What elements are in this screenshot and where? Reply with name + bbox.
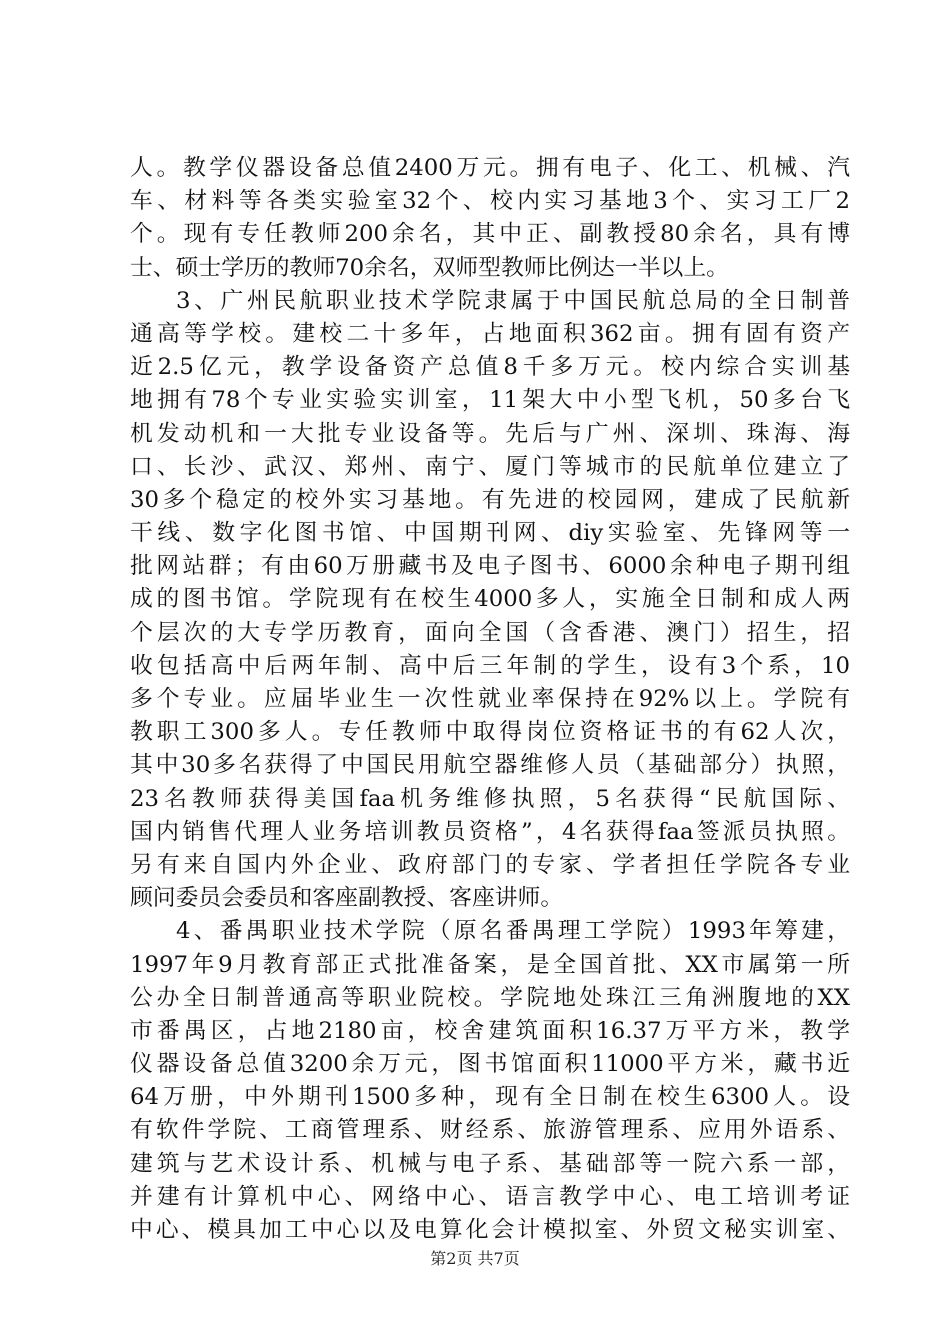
text-line: 市番禺区，占地2180亩，校舍建筑面积16.37万平方米，教学 [130,1017,850,1044]
text-line: 人。教学仪器设备总值2400万元。拥有电子、化工、机械、汽 [130,155,850,181]
page-number-footer: 第2页 共7页 [430,1249,520,1268]
text-line: 并建有计算机中心、网络中心、语言教学中心、电工培训考证 [130,1183,850,1210]
text-line: 成的图书馆。学院现有在校生4000多人，实施全日制和成人两 [130,586,850,613]
text-line: 中心、模具加工中心以及电算化会计模拟室、外贸文秘实训室、 [130,1217,850,1243]
text-line: 其中30多名获得了中国民用航空器维修人员（基础部分）执照， [130,752,850,779]
text-line: 有软件学院、工商管理系、财经系、旅游管理系、应用外语系、 [130,1117,850,1144]
text-line: 地拥有78个专业实验实训室，11架大中小型飞机，50多台飞 [130,387,850,414]
text-line: 干线、数字化图书馆、中国期刊网、diy实验室、先锋网等一 [130,520,850,547]
text-line: 23名教师获得美国faa机务维修执照，5名获得“民航国际、 [130,785,850,812]
text-line: 仪器设备总值3200余万元，图书馆面积11000平方米，藏书近 [130,1051,850,1078]
text-line: 30多个稳定的校外实习基地。有先进的校园网，建成了民航新 [130,486,850,513]
text-line: 64万册，中外期刊1500多种，现有全日制在校生6300人。设 [130,1084,850,1111]
text-line: 士、硕士学历的教师70余名，双师型教师比例达一半以上。 [130,254,729,281]
text-line: 教职工300多人。专任教师中取得岗位资格证书的有62人次， [130,719,850,746]
text-line: 多个专业。应届毕业生一次性就业率保持在92%以上。学院有 [130,686,850,712]
text-line: 建筑与艺术设计系、机械与电子系、基础部等一院六系一部， [130,1150,850,1177]
text-line: 近2.5亿元，教学设备资产总值8千多万元。校内综合实训基 [130,354,850,381]
text-line: 口、长沙、武汉、郑州、南宁、厦门等城市的民航单位建立了 [130,453,850,480]
text-line: 公办全日制普通高等职业院校。学院地处珠江三角洲腹地的XX [130,984,850,1011]
text-line: 机发动机和一大批专业设备等。先后与广州、深圳、珠海、海 [130,420,850,447]
text-line: 顾问委员会委员和客座副教授、客座讲师。 [130,885,564,912]
text-line: 4、番禺职业技术学院（原名番禺理工学院）1993年筹建， [176,918,850,945]
text-line: 个层次的大专学历教育，面向全国（含香港、澳门）招生，招 [130,619,850,646]
text-line: 收包括高中后两年制、高中后三年制的学生，设有3个系，10 [130,652,850,679]
text-line: 车、材料等各类实验室32个、校内实习基地3个、实习工厂2 [130,188,850,215]
document-body [130,152,850,1247]
text-line: 1997年9月教育部正式批准备案，是全国首批、XX市属第一所 [130,951,850,978]
text-line: 个。现有专任教师200余名，其中正、副教授80余名，具有博 [130,221,850,248]
text-line: 批网站群；有由60万册藏书及电子图书、6000余种电子期刊组 [130,553,850,580]
text-line: 另有来自国内外企业、政府部门的专家、学者担任学院各专业 [130,851,850,878]
text-line: 国内销售代理人业务培训教员资格”，4名获得faa签派员执照。 [130,818,850,845]
text-line: 3、广州民航职业技术学院隶属于中国民航总局的全日制普 [176,287,850,314]
text-line: 通高等学校。建校二十多年，占地面积362亩。拥有固有资产 [130,320,850,347]
